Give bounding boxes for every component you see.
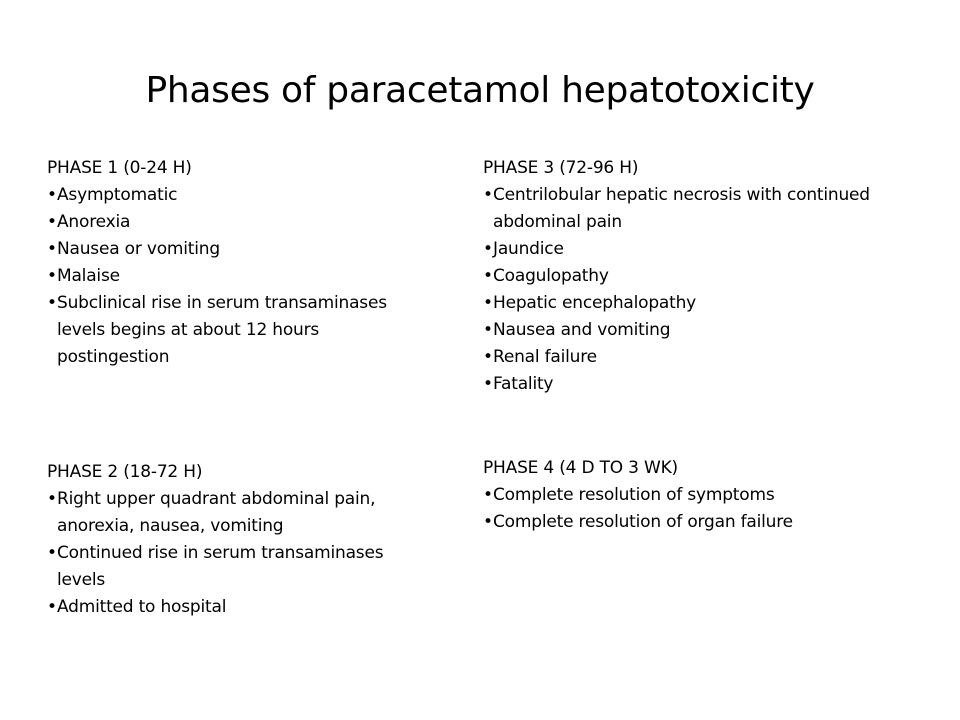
phase-1-item: • Nausea or vomiting	[47, 236, 447, 263]
phase-1-item: • Malaise	[47, 263, 447, 290]
phase-1-item: • Anorexia	[47, 209, 447, 236]
phase-4-item: • Complete resolution of symptoms	[483, 482, 933, 509]
phase-2-item: • Admitted to hospital	[47, 594, 447, 621]
phase-4-heading: PHASE 4 (4 D TO 3 WK)	[483, 458, 678, 478]
phase-3-item: • Coagulopathy	[483, 263, 933, 290]
phase-4-list	[483, 482, 933, 536]
phase-2-item: • Continued rise in serum transaminases levels	[47, 540, 447, 594]
phase-1-item: • Subclinical rise in serum transaminases levels begins at about 12 hours postingestion	[47, 290, 447, 371]
phase-1-block	[47, 155, 447, 371]
phase-3-item: • Hepatic encephalopathy	[483, 290, 933, 317]
phase-2-item: • Right upper quadrant abdominal pain, anorexia, nausea, vomiting	[47, 486, 447, 540]
phase-3-item: • Centrilobular hepatic necrosis with continued abdominal pain	[483, 182, 933, 236]
phase-2-list	[47, 486, 447, 621]
phase-1-list	[47, 182, 447, 371]
phase-3-item: • Renal failure	[483, 344, 933, 371]
phase-3-list	[483, 182, 933, 398]
phase-1-heading: PHASE 1 (0-24 H)	[47, 158, 192, 178]
phase-3-item: • Nausea and vomiting	[483, 317, 933, 344]
phase-1-item: • Asymptomatic	[47, 182, 447, 209]
slide-title: Phases of paracetamol hepatotoxicity	[145, 70, 815, 111]
phase-3-item: • Fatality	[483, 371, 933, 398]
phase-3-item: • Jaundice	[483, 236, 933, 263]
phase-2-block	[47, 459, 447, 621]
phase-3-block	[483, 155, 933, 398]
phase-2-heading: PHASE 2 (18-72 H)	[47, 462, 203, 482]
phase-4-item: • Complete resolution of organ failure	[483, 509, 933, 536]
phase-4-block	[483, 455, 933, 536]
phase-3-heading: PHASE 3 (72-96 H)	[483, 158, 639, 178]
